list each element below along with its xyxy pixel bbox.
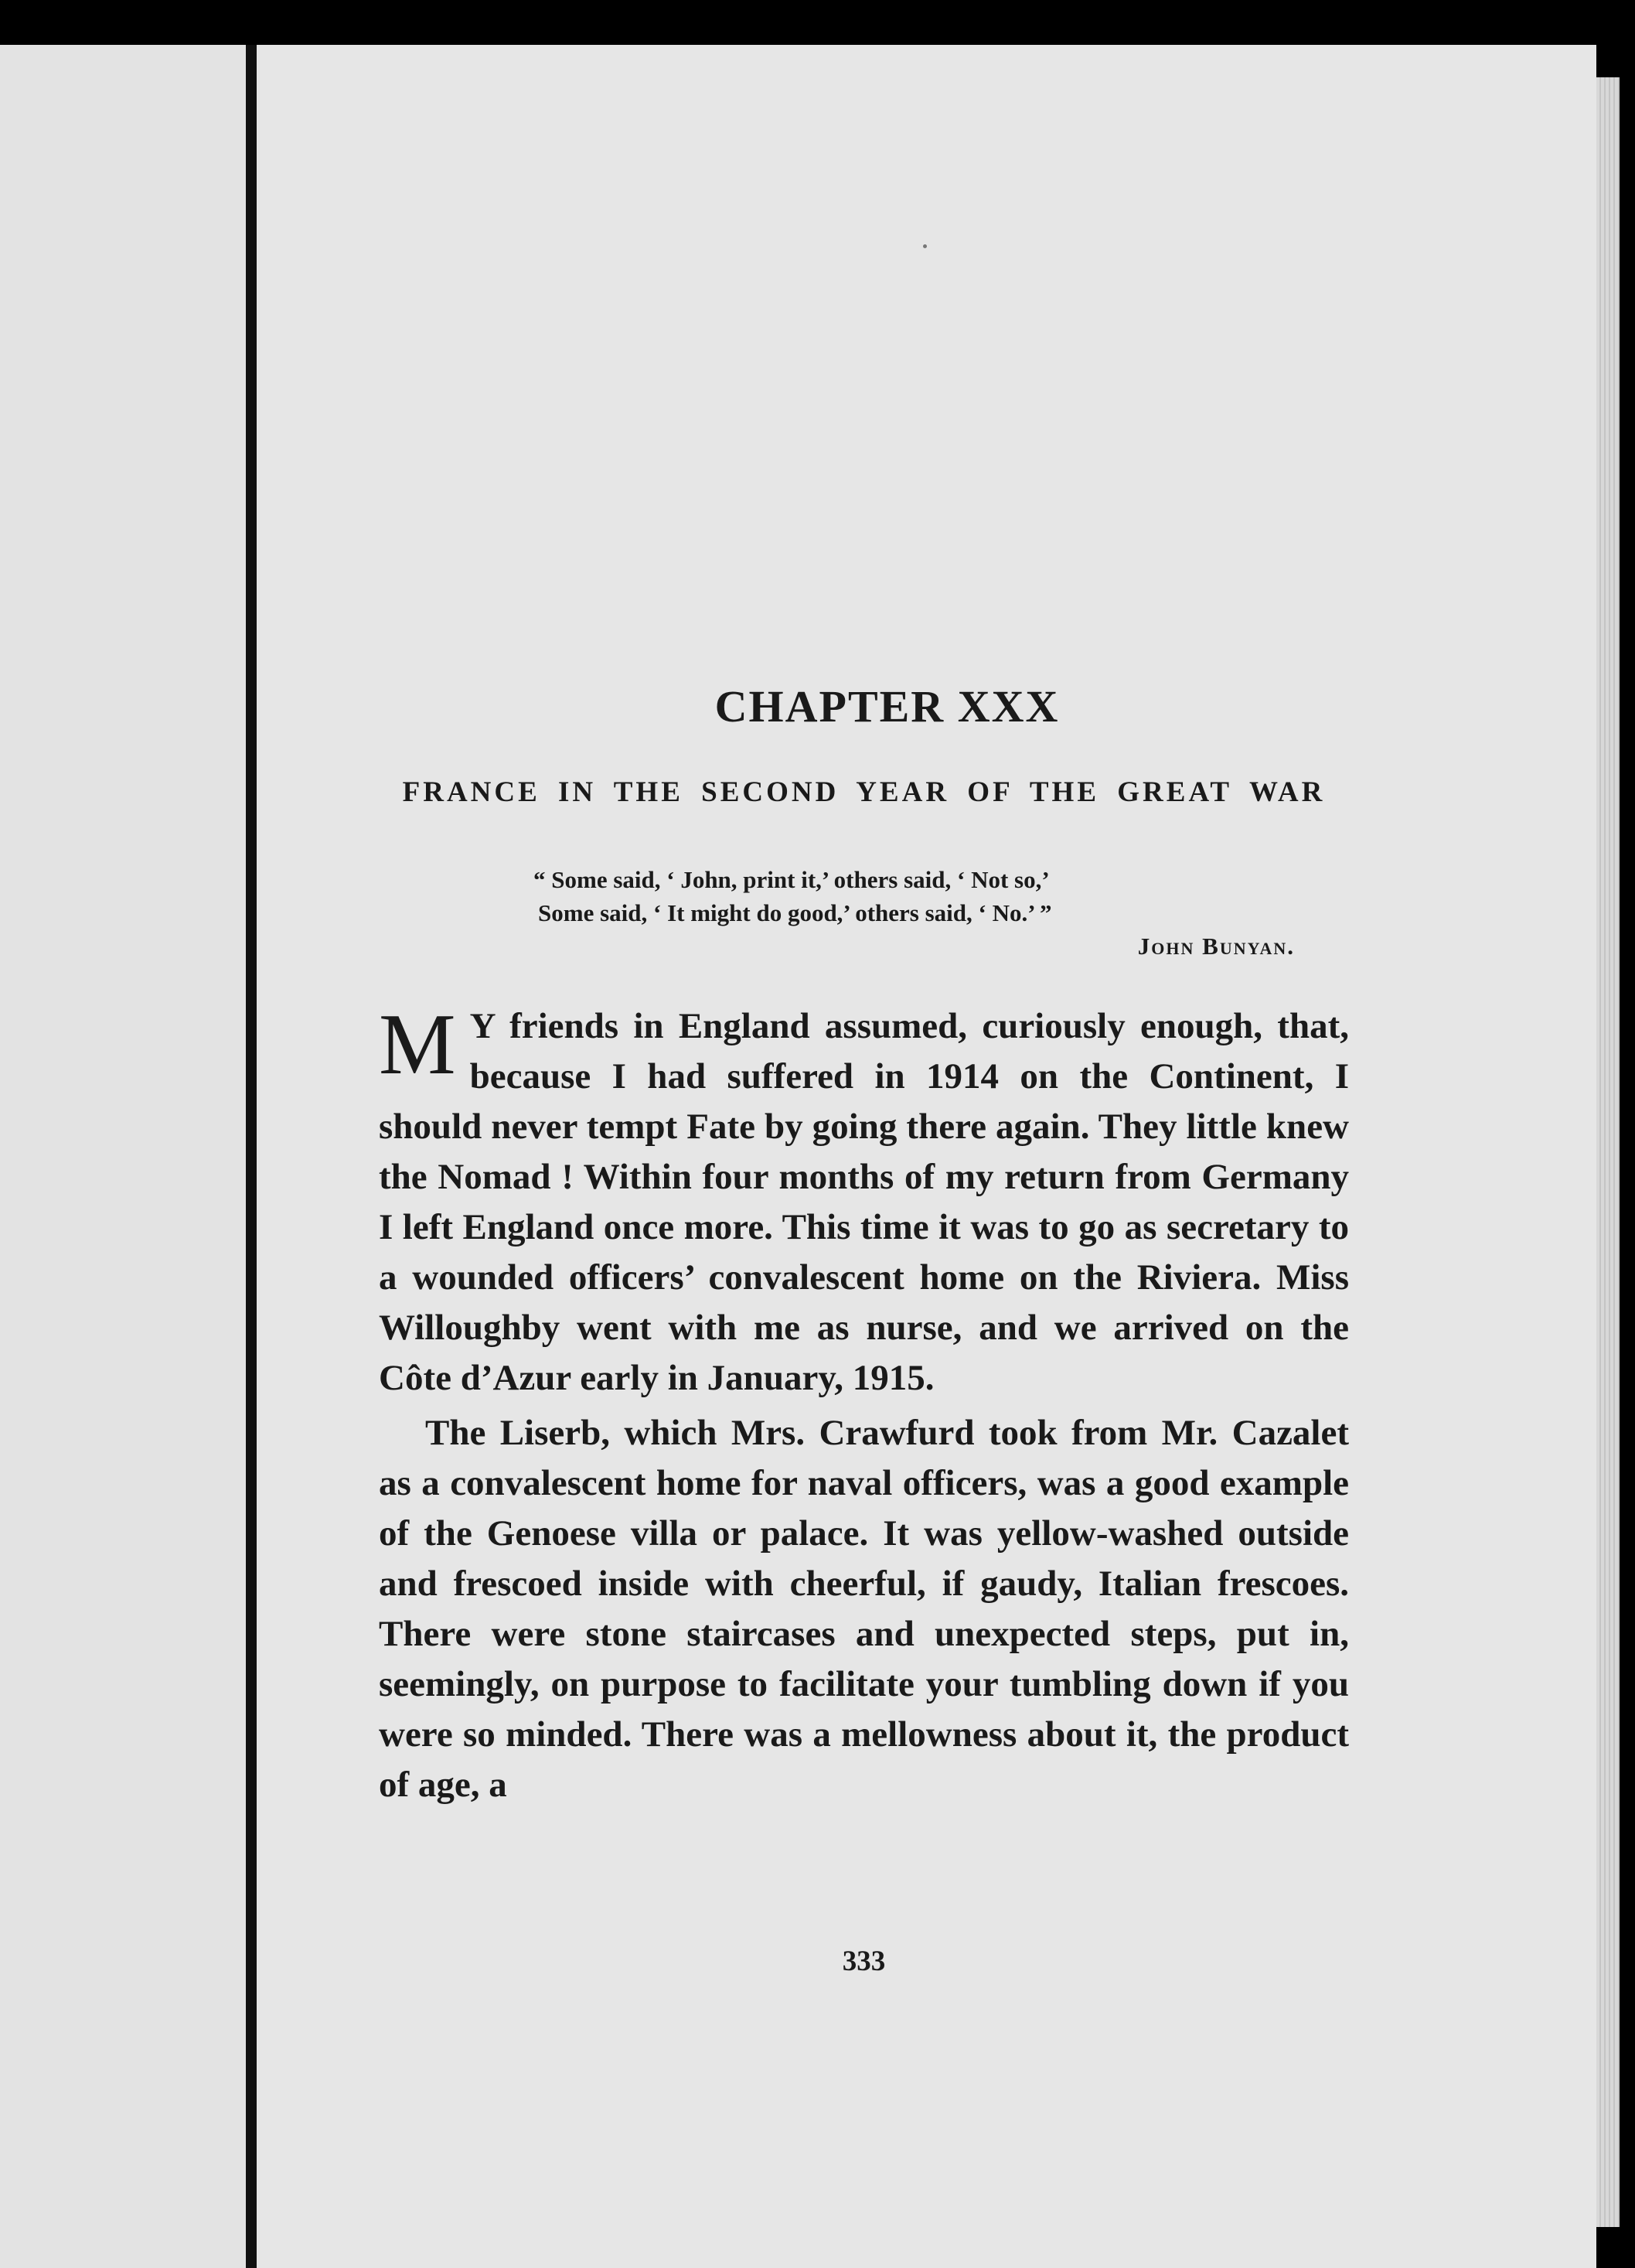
paragraph-2: The Liserb, which Mrs. Crawfurd took from Mr. Cazalet as a convalescent home for naval officers, was a good example of the Genoese villa or palace. It was yellow-washed outside and frescoed inside with cheerful, if gaudy, Italian frescoes. There were stone staircases and unexpected steps, put in, seemingly, on purpose to facilitate your tumbling down if you were so minded. There was a mellowness about it, the product of age, a (379, 1413, 1349, 1805)
page-number: 333 (842, 1946, 886, 1977)
paragraph-1-text: Y friends in England assumed, curiously enough, that, because I had suffered in 1914 on the Continent, I should never tempt Fate by going there again. They little knew the Nomad ! Within four months of my return from Germany I left England once more. This time it was to go as secretary to a wounded officers’ convalescent home on the Riviera. Miss Willoughby went with me as nurse, and we arrived on the Côte d’Azur early in January, 1915. (379, 1006, 1349, 1398)
page-stack-edge (1596, 77, 1620, 2227)
page-text-block (379, 680, 1349, 1977)
book-gutter (246, 45, 257, 2268)
body-text (379, 997, 1349, 1810)
epigraph (533, 863, 1349, 963)
chapter-subtitle: FRANCE IN THE SECOND YEAR OF THE GREAT WAR (402, 776, 1326, 808)
drop-cap: M (379, 997, 456, 1093)
epigraph-author: John Bunyan. (1137, 933, 1295, 960)
paragraph-1 (379, 997, 1349, 1403)
paper-speck (923, 244, 927, 248)
epigraph-line-2: Some said, ‘ It might do good,’ others said, ‘ No.’ ” (538, 899, 1052, 926)
left-page-blank (0, 45, 246, 2268)
epigraph-line-1: “ Some said, ‘ John, print it,’ others said, ‘ Not so,’ (533, 866, 1050, 893)
chapter-title: CHAPTER XXX (714, 681, 1060, 732)
